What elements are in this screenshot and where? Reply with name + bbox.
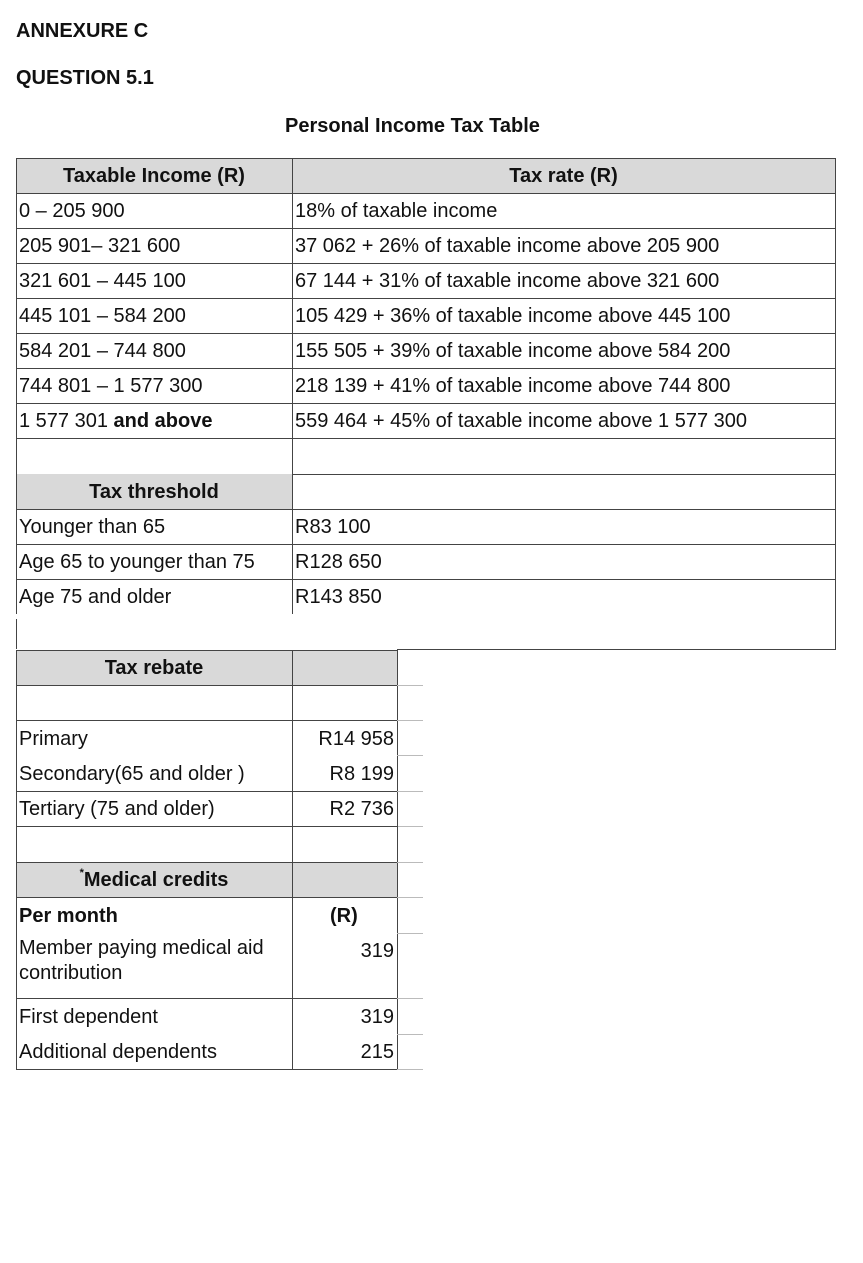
medical-blank	[16, 826, 292, 861]
grid-line	[16, 368, 836, 369]
rebate-value: R14 958	[318, 727, 394, 750]
grid-line	[16, 298, 836, 299]
ghost-line	[397, 862, 423, 863]
grid-line	[16, 862, 398, 863]
grid-line	[835, 158, 836, 474]
grid-line	[16, 544, 836, 545]
ghost-line	[397, 1069, 423, 1070]
grid-line	[16, 438, 836, 439]
ghost-line	[397, 933, 423, 934]
grid-line	[292, 158, 293, 474]
grid-line	[16, 897, 398, 898]
grid-line	[16, 228, 836, 229]
grid-line	[16, 1069, 398, 1070]
grid-line	[16, 998, 398, 999]
medical-label: Additional dependents	[19, 1040, 217, 1063]
grid-line	[16, 158, 836, 159]
ghost-line	[397, 755, 423, 756]
income-header: Taxable Income (R)	[16, 158, 292, 193]
rate-cell: 18% of taxable income	[295, 199, 498, 222]
medical-value: 319	[360, 939, 394, 962]
income-prefix: 1 577 301	[19, 409, 114, 432]
grid-line	[16, 158, 17, 474]
medical-header	[16, 862, 292, 897]
rebate-value: R2 736	[329, 797, 394, 820]
medical-sub-label: Per month	[19, 904, 118, 927]
rate-cell: 559 464 + 45% of taxable income above 1 577 300	[295, 409, 748, 432]
grid-line	[16, 509, 836, 510]
medical-label: First dependent	[19, 1005, 158, 1028]
grid-line	[16, 650, 17, 826]
grid-line	[16, 826, 17, 1069]
grid-line	[835, 474, 836, 650]
threshold-header: Tax threshold	[16, 474, 292, 509]
income-cell: 744 801 – 1 577 300	[19, 374, 203, 397]
grid-line	[292, 826, 293, 1069]
rate-header: Tax rate (R)	[292, 158, 835, 193]
rebate-value: R8 199	[329, 762, 394, 785]
rebate-header: Tax rebate	[16, 650, 292, 685]
threshold-value: R128 650	[295, 550, 382, 573]
grid-line	[292, 474, 293, 614]
ghost-line	[397, 685, 423, 686]
grid-line	[16, 474, 17, 614]
question-heading: QUESTION 5.1	[16, 67, 154, 89]
grid-line	[16, 791, 398, 792]
grid-line	[397, 649, 836, 650]
threshold-label: Age 65 to younger than 75	[19, 550, 255, 573]
rate-cell: 37 062 + 26% of taxable income above 205 900	[295, 234, 720, 257]
grid-line	[16, 579, 836, 580]
rebate-label: Tertiary (75 and older)	[19, 797, 215, 820]
medical-header-text: Medical credits	[83, 868, 229, 891]
ghost-line	[397, 720, 423, 721]
ghost-line	[397, 826, 423, 827]
rate-cell: 67 144 + 31% of taxable income above 321 600	[295, 269, 720, 292]
income-cell: 205 901– 321 600	[19, 234, 181, 257]
income-cell: 445 101 – 584 200	[19, 304, 186, 327]
medical-header-mark: *	[79, 867, 84, 879]
medical-sub-value: (R)	[330, 904, 358, 927]
rate-cell: 218 139 + 41% of taxable income above 744 800	[295, 374, 731, 397]
rate-cell: 155 505 + 39% of taxable income above 584 200	[295, 339, 731, 362]
grid-line	[16, 263, 836, 264]
grid-line	[16, 333, 836, 334]
ghost-line	[397, 1034, 423, 1035]
rate-cell: 105 429 + 36% of taxable income above 445 100	[295, 304, 731, 327]
rebate-label: Primary	[19, 727, 88, 750]
threshold-label: Younger than 65	[19, 515, 166, 538]
medical-header-blank	[292, 862, 397, 897]
rebate-label: Secondary(65 and older )	[19, 762, 245, 785]
ghost-line	[397, 897, 423, 898]
income-cell	[19, 403, 212, 438]
grid-line	[16, 403, 836, 404]
annexure-heading: ANNEXURE C	[16, 20, 149, 42]
threshold-label: Age 75 and older	[19, 585, 172, 608]
grid-line	[397, 650, 398, 826]
income-cell: 0 – 205 900	[19, 199, 125, 222]
grid-line	[16, 720, 398, 721]
ghost-line	[397, 791, 423, 792]
medical-label: Member paying medical aid contribution	[19, 937, 264, 984]
threshold-value: R83 100	[295, 515, 371, 538]
grid-line	[292, 650, 293, 826]
grid-line	[16, 685, 398, 686]
income-cell: 321 601 – 445 100	[19, 269, 186, 292]
grid-line	[16, 650, 398, 651]
rebate-header-blank	[292, 650, 397, 685]
grid-line	[16, 193, 836, 194]
income-bold-suffix: and above	[113, 409, 213, 432]
medical-value: 319	[360, 1005, 394, 1028]
threshold-value: R143 850	[295, 585, 382, 608]
grid-line	[16, 619, 17, 649]
income-cell: 584 201 – 744 800	[19, 339, 186, 362]
table-title: Personal Income Tax Table	[285, 115, 540, 137]
ghost-line	[397, 998, 423, 999]
medical-value: 215	[360, 1040, 394, 1063]
